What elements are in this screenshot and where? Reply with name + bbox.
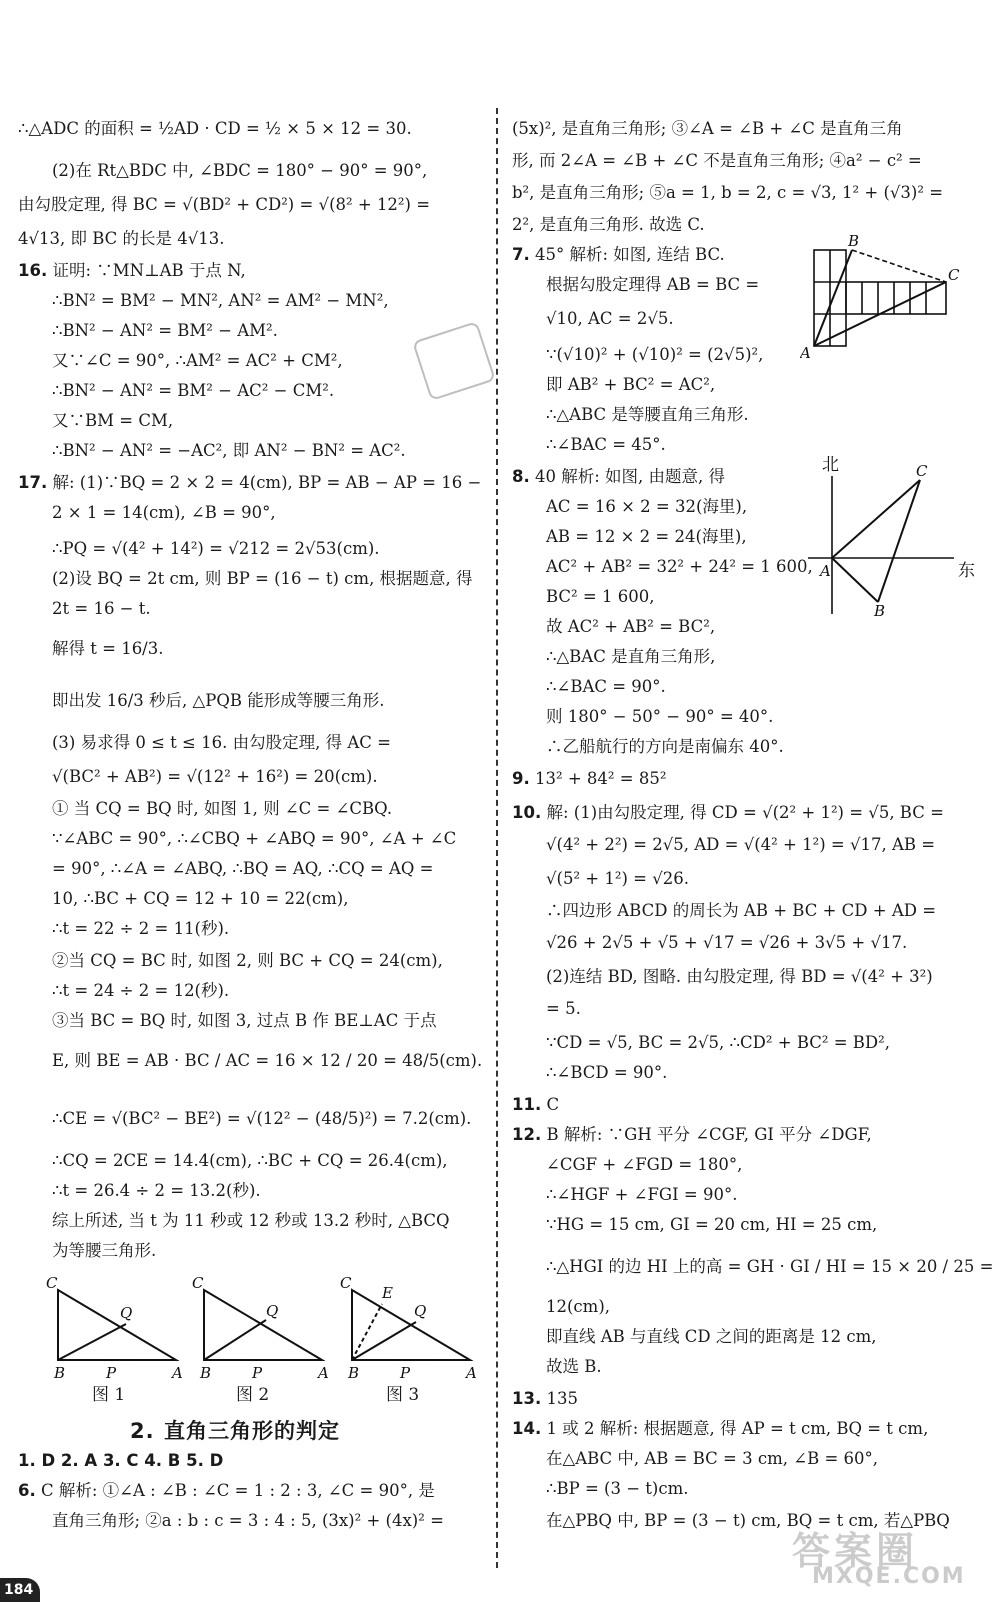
line-text: √(5² + 1²) = √26.: [546, 869, 689, 888]
right-line: [546, 1154, 742, 1176]
line-text: 又∵BM = CM,: [52, 411, 174, 430]
left-line: [52, 320, 278, 342]
left-line: [52, 1010, 437, 1032]
line-text: 解: (1)由勾股定理, 得 CD = √(2² + 1²) = √5, BC =: [546, 803, 944, 822]
left-line: [52, 732, 391, 754]
right-line: [512, 118, 903, 140]
problem-number: 13.: [512, 1389, 542, 1408]
left-line: [52, 1108, 471, 1130]
right-line: [546, 374, 715, 396]
line-text: 13² + 84² = 85²: [535, 769, 667, 788]
fig3-label-q: Q: [414, 1302, 427, 1320]
problem-number: 6.: [18, 1481, 36, 1500]
line-text: ∴△BAC 是直角三角形,: [546, 647, 716, 666]
problem-number: 8.: [512, 467, 530, 486]
fig1-caption: 图 1: [92, 1385, 126, 1405]
watermark: [772, 1520, 982, 1590]
right-line: [546, 646, 715, 668]
left-line: [52, 690, 384, 712]
line-text: ∴t = 26.4 ÷ 2 = 13.2(秒).: [52, 1181, 261, 1200]
line-text: ∴∠HGF + ∠FGI = 90°.: [546, 1185, 738, 1204]
line-text: √(4² + 2²) = 2√5, AD = √(4² + 1²) = √17, AB =: [546, 835, 936, 854]
fig2-label-c: C: [192, 1274, 204, 1292]
right-line: [546, 932, 907, 954]
right-line: [512, 768, 666, 790]
left-line: [52, 888, 348, 910]
line-text: C: [546, 1095, 560, 1114]
left-line: [52, 350, 343, 372]
line-text: = 5.: [546, 999, 581, 1018]
watermark-en: MXQE.COM: [812, 1564, 966, 1589]
right-line: [546, 1448, 878, 1470]
right-line: [546, 526, 747, 548]
left-line: [52, 950, 443, 972]
fig3-label-e: E: [382, 1284, 393, 1302]
line-text: 又∵∠C = 90°, ∴AM² = AC² + CM²,: [52, 351, 343, 370]
left-line: [52, 1240, 156, 1262]
line-text: 135: [546, 1389, 578, 1408]
line-text: 直角三角形; ②a : b : c = 3 : 4 : 5, (3x)² + (4x)² =: [52, 1511, 444, 1530]
watermark-cn: 答案圈: [792, 1529, 919, 1573]
line-text: ③当 BC = BQ 时, 如图 3, 过点 B 作 BE⊥AC 于点: [52, 1011, 437, 1030]
fig7-label-c: C: [948, 266, 960, 284]
line-text: AC² + AB² = 32² + 24² = 1 600,: [546, 557, 813, 576]
left-line: [52, 638, 164, 660]
figure-problem-8: [808, 456, 980, 618]
line-text: C 解析: ①∠A : ∠B : ∠C = 1 : 2 : 3, ∠C = 90°, 是: [41, 1481, 435, 1500]
line-text: 解得 t = 16/3.: [52, 639, 164, 658]
fig2-label-a: A: [318, 1364, 329, 1382]
problem-number: 11.: [512, 1095, 542, 1114]
problem-number: 7.: [512, 245, 530, 264]
fig3-label-a: A: [466, 1364, 477, 1382]
left-line: [52, 1210, 450, 1232]
line-text: 为等腰三角形.: [52, 1241, 157, 1260]
fig3-label-p: P: [400, 1364, 411, 1382]
left-line: [52, 918, 229, 940]
line-text: 形, 而 2∠A = ∠B + ∠C 不是直角三角形; ④a² − c² =: [512, 151, 922, 170]
right-line: [546, 834, 935, 856]
left-line: [52, 598, 151, 620]
right-line: [546, 1214, 877, 1236]
right-line: [546, 1184, 737, 1206]
column-divider: [496, 108, 498, 1568]
fig2-label-q: Q: [266, 1302, 279, 1320]
problem-number: 9.: [512, 769, 530, 788]
right-line: [546, 676, 666, 698]
right-line: [546, 404, 749, 426]
fig8-label-c: C: [916, 462, 928, 480]
right-line: [546, 434, 666, 456]
line-text: AB = 12 × 2 = 24(海里),: [546, 527, 747, 546]
fig8-label-east: 东: [958, 561, 975, 581]
line-text: 即出发 16/3 秒后, △PQB 能形成等腰三角形.: [52, 691, 385, 710]
line-text: ∴△HGI 的边 HI 上的高 = GH · GI / HI = 15 × 20 / 25 =: [546, 1257, 994, 1276]
right-line: [512, 182, 943, 204]
line-text: 故 AC² + AB² = BC²,: [546, 617, 716, 636]
right-line: [546, 868, 689, 890]
line-text: ∴PQ = √(4² + 14²) = √212 = 2√53(cm).: [52, 539, 380, 558]
line-text: √(BC² + AB²) = √(12² + 16²) = 20(cm).: [52, 767, 378, 786]
left-line: [18, 194, 430, 216]
line-text: 1 或 2 解析: 根据题意, 得 AP = t cm, BQ = t cm,: [546, 1419, 929, 1438]
problem-number: 12.: [512, 1125, 542, 1144]
right-line: [546, 900, 936, 922]
line-text: √26 + 2√5 + √5 + √17 = √26 + 3√5 + √17.: [546, 933, 908, 952]
right-line: [546, 1326, 877, 1348]
line-text: 证明: ∵MN⊥AB 于点 N,: [52, 261, 246, 280]
right-line: [512, 1094, 559, 1116]
line-text: 综上所述, 当 t 为 11 秒或 12 秒或 13.2 秒时, △BCQ: [52, 1211, 450, 1230]
section-number: 2.: [130, 1419, 155, 1443]
line-text: (2)在 Rt△BDC 中, ∠BDC = 180° − 90° = 90°,: [52, 161, 428, 180]
line-text: B 解析: ∵GH 平分 ∠CGF, GI 平分 ∠DGF,: [546, 1125, 872, 1144]
line-text: ∴四边形 ABCD 的周长为 AB + BC + CD + AD =: [546, 901, 937, 920]
line-text: 则 180° − 50° − 90° = 40°.: [546, 707, 774, 726]
line-text: 4√13, 即 BC 的长是 4√13.: [18, 229, 225, 248]
right-line: [546, 1032, 890, 1054]
line-text: ∴CE = √(BC² − BE²) = √(12² − (48/5)²) = 7.2(cm).: [52, 1109, 472, 1128]
line-text: ∵CD = √5, BC = 2√5, ∴CD² + BC² = BD²,: [546, 1033, 891, 1052]
line-text: ∴△ADC 的面积 = ½AD · CD = ½ × 5 × 12 = 30.: [18, 119, 412, 138]
line-text: 在△PBQ 中, BP = (3 − t) cm, BQ = t cm, 若△PBQ: [546, 1511, 950, 1530]
fig1-label-a: A: [172, 1364, 183, 1382]
right-line: [546, 1296, 610, 1318]
right-line: [512, 1388, 578, 1410]
line-text: 12(cm),: [546, 1297, 611, 1316]
fig8-label-a: A: [820, 562, 831, 580]
line-text: ∴BP = (3 − t)cm.: [546, 1479, 689, 1498]
line-text: ∴CQ = 2CE = 14.4(cm), ∴BC + CQ = 26.4(cm),: [52, 1151, 448, 1170]
fig7-label-b: B: [848, 234, 860, 250]
line-text: ∴t = 22 ÷ 2 = 11(秒).: [52, 919, 230, 938]
left-line: [52, 766, 378, 788]
right-line: [546, 706, 773, 728]
left-line: [52, 290, 389, 312]
left-line: [52, 440, 406, 462]
line-text: ∴∠BAC = 45°.: [546, 435, 666, 454]
line-text: ∴t = 24 ÷ 2 = 12(秒).: [52, 981, 230, 1000]
left-line: [52, 568, 473, 590]
right-line: [512, 244, 725, 266]
stamp-icon: [412, 321, 496, 401]
line-text: E, 则 BE = AB · BC / AC = 16 × 12 / 20 = 48/5(cm).: [52, 1051, 483, 1070]
line-text: 故选 B.: [546, 1357, 602, 1376]
fig2-label-p: P: [252, 1364, 263, 1382]
line-text: ∴乙船航行的方向是南偏东 40°.: [546, 737, 784, 756]
figure-3: [352, 1290, 470, 1360]
fig3-label-c: C: [340, 1274, 352, 1292]
left-line: [52, 1150, 448, 1172]
line-text: ∴BN² − AN² = BM² − AM².: [52, 321, 278, 340]
section-heading: 直角三角形的判定: [164, 1419, 340, 1443]
line-text: = 90°, ∴∠A = ∠ABQ, ∴BQ = AQ, ∴CQ = AQ =: [52, 859, 434, 878]
problem-number: 17.: [18, 473, 48, 492]
right-line: [546, 966, 933, 988]
line-text: ∠CGF + ∠FGD = 180°,: [546, 1155, 743, 1174]
problem-number: 10.: [512, 803, 542, 822]
line-text: ∵(√10)² + (√10)² = (2√5)²,: [546, 345, 764, 364]
page-number: 184: [0, 1578, 40, 1602]
line-text: ① 当 CQ = BQ 时, 如图 1, 则 ∠C = ∠CBQ.: [52, 799, 393, 818]
right-line: [546, 496, 747, 518]
left-line: [52, 380, 334, 402]
line-text: BC² = 1 600,: [546, 587, 655, 606]
fig1-label-p: P: [106, 1364, 117, 1382]
fig2-caption: 图 2: [236, 1385, 270, 1405]
line-text: 10, ∴BC + CQ = 12 + 10 = 22(cm),: [52, 889, 349, 908]
problem-number: 14.: [512, 1419, 542, 1438]
bottom_left-line: [18, 1450, 223, 1472]
line-text: √10, AC = 2√5.: [546, 309, 674, 328]
right-line: [546, 1356, 602, 1378]
line-text: 解: (1)∵BQ = 2 × 2 = 4(cm), BP = AB − AP = 16 −: [52, 473, 482, 492]
right-line: [512, 1124, 872, 1146]
line-text: ②当 CQ = BC 时, 如图 2, 则 BC + CQ = 24(cm),: [52, 951, 443, 970]
line-text: 即直线 AB 与直线 CD 之间的距离是 12 cm,: [546, 1327, 877, 1346]
line-text: 1. D 2. A 3. C 4. B 5. D: [18, 1451, 224, 1470]
line-text: 45° 解析: 如图, 连结 BC.: [535, 245, 725, 264]
left-line: [52, 1180, 261, 1202]
left-line: [52, 1050, 482, 1072]
left-line: [52, 980, 229, 1002]
fig8-label-b: B: [874, 602, 886, 618]
fig7-label-a: A: [800, 344, 811, 360]
left-line: [52, 538, 380, 560]
left-line: [18, 118, 412, 140]
left-line: [52, 828, 456, 850]
right-line: [546, 736, 784, 758]
line-text: ∴BN² − AN² = −AC², 即 AN² − BN² = AC².: [52, 441, 406, 460]
left-line: [52, 798, 392, 820]
right-line: [512, 802, 944, 824]
right-line: [512, 1418, 928, 1440]
right-line: [546, 998, 581, 1020]
line-text: ∵HG = 15 cm, GI = 20 cm, HI = 25 cm,: [546, 1215, 878, 1234]
figure-problem-7: [800, 234, 972, 360]
figure-1: [58, 1290, 176, 1360]
fig1-label-c: C: [46, 1274, 58, 1292]
problem-number: 16.: [18, 261, 48, 280]
right-line: [546, 616, 715, 638]
line-text: ∴BN² − AN² = BM² − AC² − CM².: [52, 381, 335, 400]
line-text: 即 AB² + BC² = AC²,: [546, 375, 716, 394]
left-line: [18, 228, 225, 250]
left-line: [52, 160, 427, 182]
left-line: [52, 502, 276, 524]
bottom_left-line: [52, 1510, 444, 1532]
right-line: [546, 586, 654, 608]
fig1-label-b: B: [54, 1364, 66, 1382]
right-line: [546, 1062, 667, 1084]
left-line: [52, 858, 433, 880]
line-text: 2 × 1 = 14(cm), ∠B = 90°,: [52, 503, 276, 522]
line-text: 40 解析: 如图, 由题意, 得: [535, 467, 726, 486]
line-text: (5x)², 是直角三角形; ③∠A = ∠B + ∠C 是直角三角: [512, 119, 903, 138]
right-line: [546, 1256, 993, 1278]
fig3-label-b: B: [348, 1364, 360, 1382]
right-line: [546, 308, 674, 330]
line-text: 2², 是直角三角形. 故选 C.: [512, 215, 705, 234]
fig2-label-b: B: [200, 1364, 212, 1382]
line-text: 在△ABC 中, AB = BC = 3 cm, ∠B = 60°,: [546, 1449, 878, 1468]
right-line: [546, 344, 763, 366]
left-line: [18, 260, 246, 282]
right-line: [512, 150, 922, 172]
line-text: (2)设 BQ = 2t cm, 则 BP = (16 − t) cm, 根据题意, 得: [52, 569, 473, 588]
bottom_left-line: [18, 1480, 435, 1502]
line-text: 根据勾股定理得 AB = BC =: [546, 275, 760, 294]
line-text: 2t = 16 − t.: [52, 599, 151, 618]
line-text: (3) 易求得 0 ≤ t ≤ 16. 由勾股定理, 得 AC =: [52, 733, 391, 752]
figures-17: [40, 1268, 490, 1398]
line-text: 由勾股定理, 得 BC = √(BD² + CD²) = √(8² + 12²) =: [18, 195, 431, 214]
right-line: [546, 556, 813, 578]
right-line: [546, 274, 759, 296]
line-text: ∴∠BAC = 90°.: [546, 677, 666, 696]
line-text: (2)连结 BD, 图略. 由勾股定理, 得 BD = √(4² + 3²): [546, 967, 933, 986]
figure-2: [204, 1290, 322, 1360]
fig1-label-q: Q: [120, 1304, 133, 1322]
line-text: AC = 16 × 2 = 32(海里),: [546, 497, 748, 516]
right-line: [512, 214, 705, 236]
section-title: [130, 1415, 340, 1445]
right-line: [546, 1478, 689, 1500]
fig3-caption: 图 3: [386, 1385, 420, 1405]
line-text: ∴∠BCD = 90°.: [546, 1063, 668, 1082]
line-text: ∴BN² = BM² − MN², AN² = AM² − MN²,: [52, 291, 389, 310]
line-text: ∵∠ABC = 90°, ∴∠CBQ + ∠ABQ = 90°, ∠A + ∠C: [52, 829, 457, 848]
left-line: [18, 472, 481, 494]
left-line: [52, 410, 173, 432]
line-text: b², 是直角三角形; ⑤a = 1, b = 2, c = √3, 1² + (√3)² =: [512, 183, 944, 202]
line-text: ∴△ABC 是等腰直角三角形.: [546, 405, 749, 424]
right-line: [512, 466, 725, 488]
fig8-label-north: 北: [822, 456, 839, 475]
